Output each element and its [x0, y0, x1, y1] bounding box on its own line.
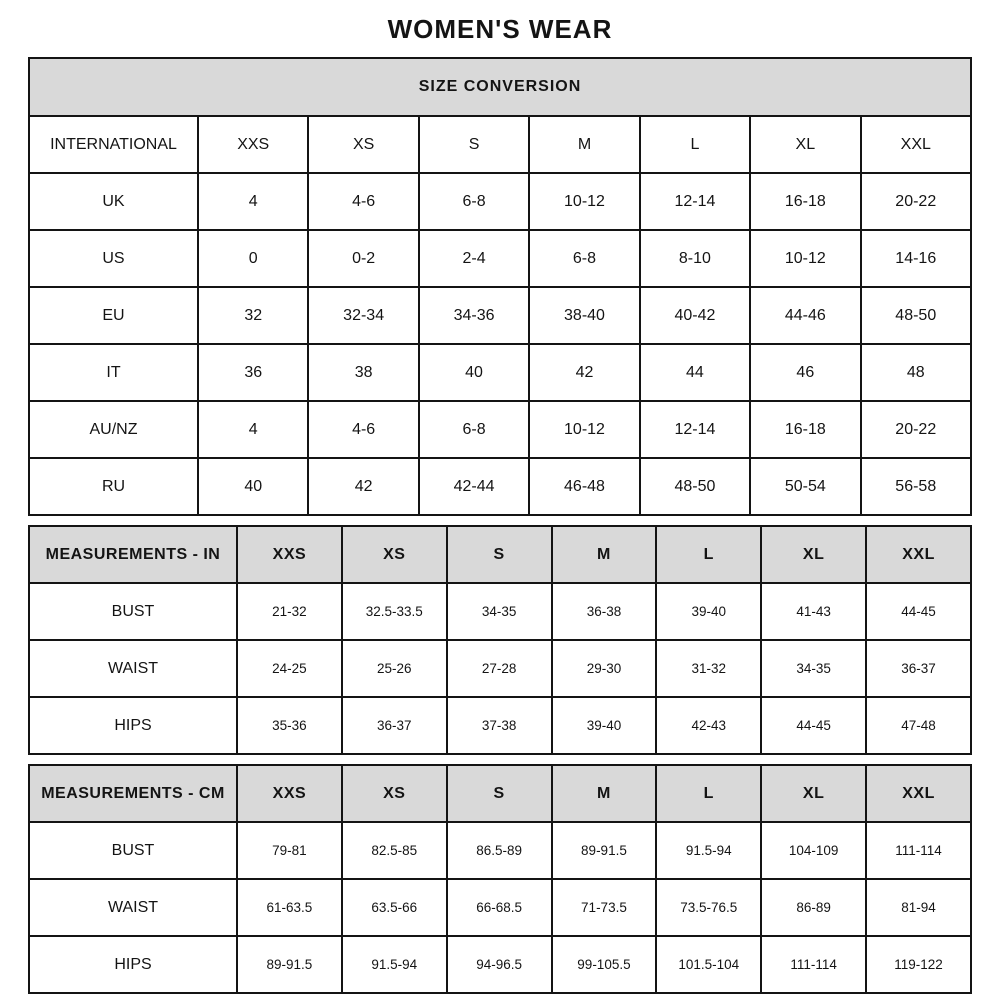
column-header: XS: [342, 765, 447, 822]
table-title-cell: MEASUREMENTS - CM: [29, 765, 237, 822]
value-cell: 104-109: [761, 822, 866, 879]
value-cell: 47-48: [866, 697, 971, 754]
table-row: [29, 344, 971, 401]
column-header: XXL: [866, 526, 971, 583]
value-cell: 39-40: [656, 583, 761, 640]
value-cell: 32: [198, 287, 308, 344]
page-title: WOMEN'S WEAR: [387, 14, 613, 44]
column-header: L: [656, 526, 761, 583]
table-row: [29, 640, 971, 697]
size-conversion-banner: SIZE CONVERSION: [29, 58, 971, 116]
value-cell: 61-63.5: [237, 879, 342, 936]
value-cell: 21-32: [237, 583, 342, 640]
row-label: BUST: [29, 822, 237, 879]
row-label: RU: [29, 458, 198, 515]
value-cell: 4: [198, 173, 308, 230]
value-cell: 40: [419, 344, 529, 401]
value-cell: 32.5-33.5: [342, 583, 447, 640]
row-label: UK: [29, 173, 198, 230]
column-header: L: [640, 116, 750, 173]
value-cell: 8-10: [640, 230, 750, 287]
value-cell: 10-12: [750, 230, 860, 287]
value-cell: 40-42: [640, 287, 750, 344]
value-cell: 41-43: [761, 583, 866, 640]
value-cell: 38-40: [529, 287, 639, 344]
value-cell: 91.5-94: [342, 936, 447, 993]
column-header: M: [529, 116, 639, 173]
value-cell: 0: [198, 230, 308, 287]
row-label: EU: [29, 287, 198, 344]
value-cell: 86.5-89: [447, 822, 552, 879]
value-cell: 39-40: [552, 697, 657, 754]
table-title-cell: INTERNATIONAL: [29, 116, 198, 173]
value-cell: 34-35: [761, 640, 866, 697]
value-cell: 4-6: [308, 401, 418, 458]
value-cell: 99-105.5: [552, 936, 657, 993]
value-cell: 79-81: [237, 822, 342, 879]
value-cell: 46-48: [529, 458, 639, 515]
column-header: S: [419, 116, 529, 173]
column-header-row: [29, 116, 971, 173]
value-cell: 36-37: [866, 640, 971, 697]
row-label: AU/NZ: [29, 401, 198, 458]
value-cell: 42: [308, 458, 418, 515]
column-header: XL: [750, 116, 860, 173]
table-row: [29, 583, 971, 640]
value-cell: 24-25: [237, 640, 342, 697]
size-conversion-table: [28, 57, 972, 516]
value-cell: 14-16: [861, 230, 971, 287]
table-row: [29, 173, 971, 230]
column-header: XXL: [861, 116, 971, 173]
column-header: M: [552, 765, 657, 822]
value-cell: 91.5-94: [656, 822, 761, 879]
column-header-row: [29, 765, 971, 822]
row-label: US: [29, 230, 198, 287]
value-cell: 6-8: [529, 230, 639, 287]
value-cell: 119-122: [866, 936, 971, 993]
value-cell: 36-38: [552, 583, 657, 640]
value-cell: 0-2: [308, 230, 418, 287]
row-label: BUST: [29, 583, 237, 640]
table-title-cell: MEASUREMENTS - IN: [29, 526, 237, 583]
column-header: XXS: [198, 116, 308, 173]
value-cell: 111-114: [761, 936, 866, 993]
value-cell: 56-58: [861, 458, 971, 515]
column-header: XXL: [866, 765, 971, 822]
value-cell: 20-22: [861, 173, 971, 230]
value-cell: 10-12: [529, 401, 639, 458]
table-row: [29, 458, 971, 515]
value-cell: 37-38: [447, 697, 552, 754]
measurements-in-table: [28, 525, 972, 755]
value-cell: 6-8: [419, 173, 529, 230]
value-cell: 46: [750, 344, 860, 401]
row-label: HIPS: [29, 936, 237, 993]
column-header: L: [656, 765, 761, 822]
value-cell: 71-73.5: [552, 879, 657, 936]
value-cell: 35-36: [237, 697, 342, 754]
value-cell: 6-8: [419, 401, 529, 458]
value-cell: 50-54: [750, 458, 860, 515]
table-row: [29, 936, 971, 993]
value-cell: 25-26: [342, 640, 447, 697]
value-cell: 86-89: [761, 879, 866, 936]
value-cell: 34-36: [419, 287, 529, 344]
value-cell: 2-4: [419, 230, 529, 287]
table-row: [29, 822, 971, 879]
column-header: S: [447, 765, 552, 822]
value-cell: 94-96.5: [447, 936, 552, 993]
value-cell: 44-45: [866, 583, 971, 640]
value-cell: 44-45: [761, 697, 866, 754]
value-cell: 27-28: [447, 640, 552, 697]
value-cell: 42-43: [656, 697, 761, 754]
value-cell: 82.5-85: [342, 822, 447, 879]
value-cell: 29-30: [552, 640, 657, 697]
value-cell: 48-50: [861, 287, 971, 344]
value-cell: 89-91.5: [552, 822, 657, 879]
value-cell: 101.5-104: [656, 936, 761, 993]
table-row: [29, 697, 971, 754]
table-row: [29, 401, 971, 458]
value-cell: 42-44: [419, 458, 529, 515]
value-cell: 16-18: [750, 401, 860, 458]
measurements-cm-table: [28, 764, 972, 994]
column-header: M: [552, 526, 657, 583]
column-header: XS: [342, 526, 447, 583]
column-header: XXS: [237, 765, 342, 822]
value-cell: 89-91.5: [237, 936, 342, 993]
value-cell: 48: [861, 344, 971, 401]
value-cell: 40: [198, 458, 308, 515]
value-cell: 66-68.5: [447, 879, 552, 936]
column-header-row: [29, 526, 971, 583]
row-label: WAIST: [29, 640, 237, 697]
value-cell: 31-32: [656, 640, 761, 697]
value-cell: 36-37: [342, 697, 447, 754]
value-cell: 34-35: [447, 583, 552, 640]
column-header: S: [447, 526, 552, 583]
value-cell: 20-22: [861, 401, 971, 458]
value-cell: 73.5-76.5: [656, 879, 761, 936]
value-cell: 63.5-66: [342, 879, 447, 936]
value-cell: 12-14: [640, 401, 750, 458]
value-cell: 44: [640, 344, 750, 401]
value-cell: 32-34: [308, 287, 418, 344]
row-label: HIPS: [29, 697, 237, 754]
value-cell: 38: [308, 344, 418, 401]
value-cell: 4-6: [308, 173, 418, 230]
value-cell: 16-18: [750, 173, 860, 230]
value-cell: 111-114: [866, 822, 971, 879]
column-header: XXS: [237, 526, 342, 583]
row-label: WAIST: [29, 879, 237, 936]
value-cell: 10-12: [529, 173, 639, 230]
row-label: IT: [29, 344, 198, 401]
value-cell: 4: [198, 401, 308, 458]
column-header: XL: [761, 765, 866, 822]
table-row: [29, 879, 971, 936]
value-cell: 48-50: [640, 458, 750, 515]
column-header: XL: [761, 526, 866, 583]
value-cell: 36: [198, 344, 308, 401]
table-row: [29, 287, 971, 344]
table-row: [29, 230, 971, 287]
column-header: XS: [308, 116, 418, 173]
value-cell: 42: [529, 344, 639, 401]
value-cell: 12-14: [640, 173, 750, 230]
value-cell: 81-94: [866, 879, 971, 936]
value-cell: 44-46: [750, 287, 860, 344]
table-banner-row: [29, 58, 971, 116]
